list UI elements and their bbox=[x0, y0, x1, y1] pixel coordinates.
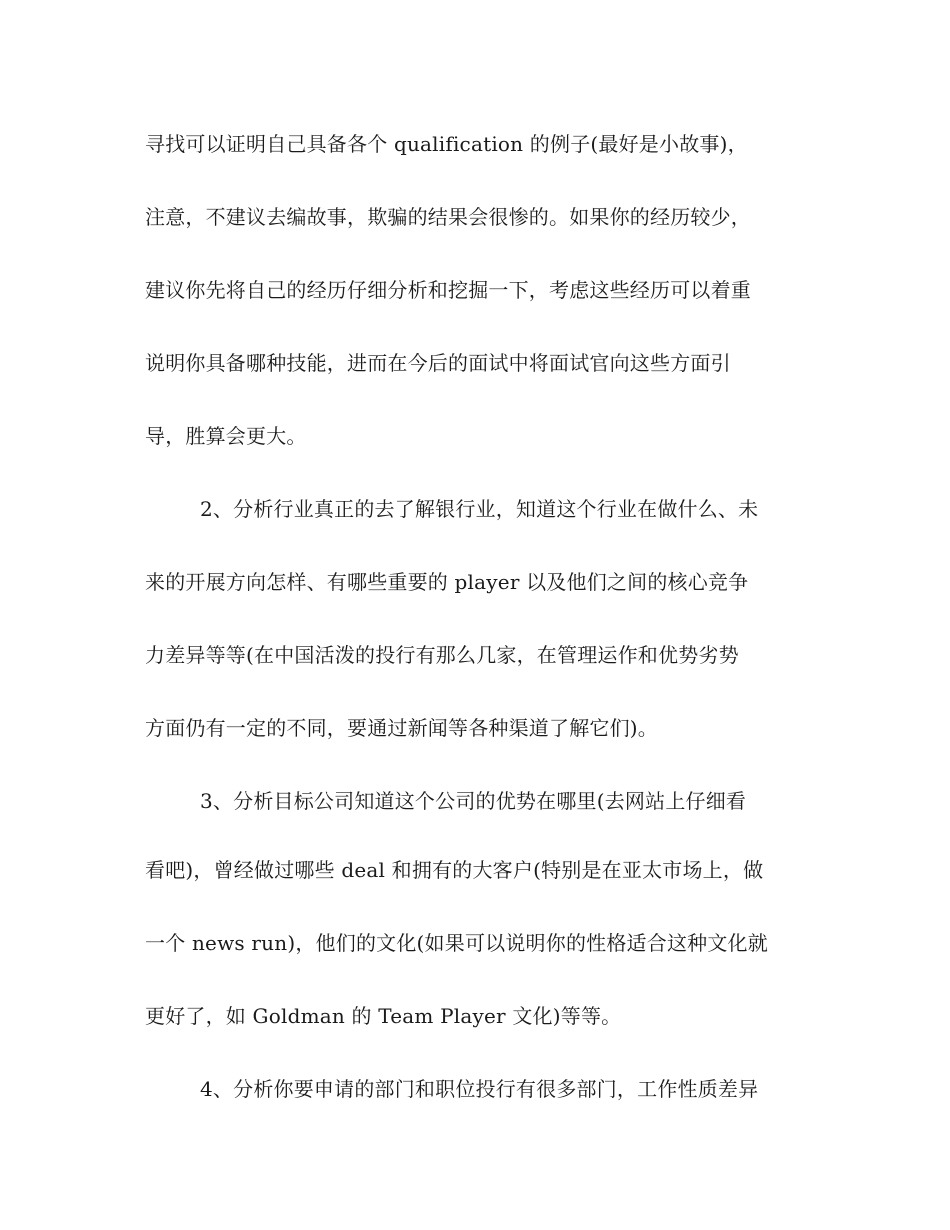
paragraph-3-line-4: 更好了，如 Goldman 的 Team Player 文化)等等。 bbox=[145, 1004, 622, 1028]
paragraph-2-line-1: 2、分析行业真正的去了解银行业，知道这个行业在做什么、未 bbox=[200, 497, 759, 521]
paragraph-1-line-3: 建议你先将自己的经历仔细分析和挖掘一下，考虑这些经历可以着重 bbox=[145, 278, 751, 302]
paragraph-4-line-1: 4、分析你要申请的部门和职位投行有很多部门，工作性质差异 bbox=[200, 1077, 759, 1101]
paragraph-1-line-1: 寻找可以证明自己具备各个 qualification 的例子(最好是小故事)， bbox=[145, 132, 748, 156]
paragraph-2-line-2: 来的开展方向怎样、有哪些重要的 player 以及他们之间的核心竞争 bbox=[145, 570, 749, 594]
paragraph-1-line-5: 导，胜算会更大。 bbox=[145, 424, 307, 448]
paragraph-3-line-2: 看吧)，曾经做过哪些 deal 和拥有的大客户(特别是在亚太市场上，做 bbox=[145, 858, 764, 882]
paragraph-1-line-4: 说明你具备哪种技能，进而在今后的面试中将面试官向这些方面引 bbox=[145, 351, 731, 375]
paragraph-2-line-3: 力差异等等(在中国活泼的投行有那么几家，在管理运作和优势劣势 bbox=[145, 643, 739, 667]
paragraph-3-line-3: 一个 news run)，他们的文化(如果可以说明你的性格适合这种文化就 bbox=[145, 931, 768, 955]
paragraph-1-line-2: 注意，不建议去编故事，欺骗的结果会很惨的。如果你的经历较少， bbox=[145, 205, 751, 229]
paragraph-3-line-1: 3、分析目标公司知道这个公司的优势在哪里(去网站上仔细看 bbox=[200, 789, 747, 813]
paragraph-2-line-4: 方面仍有一定的不同，要通过新闻等各种渠道了解它们)。 bbox=[145, 716, 659, 740]
